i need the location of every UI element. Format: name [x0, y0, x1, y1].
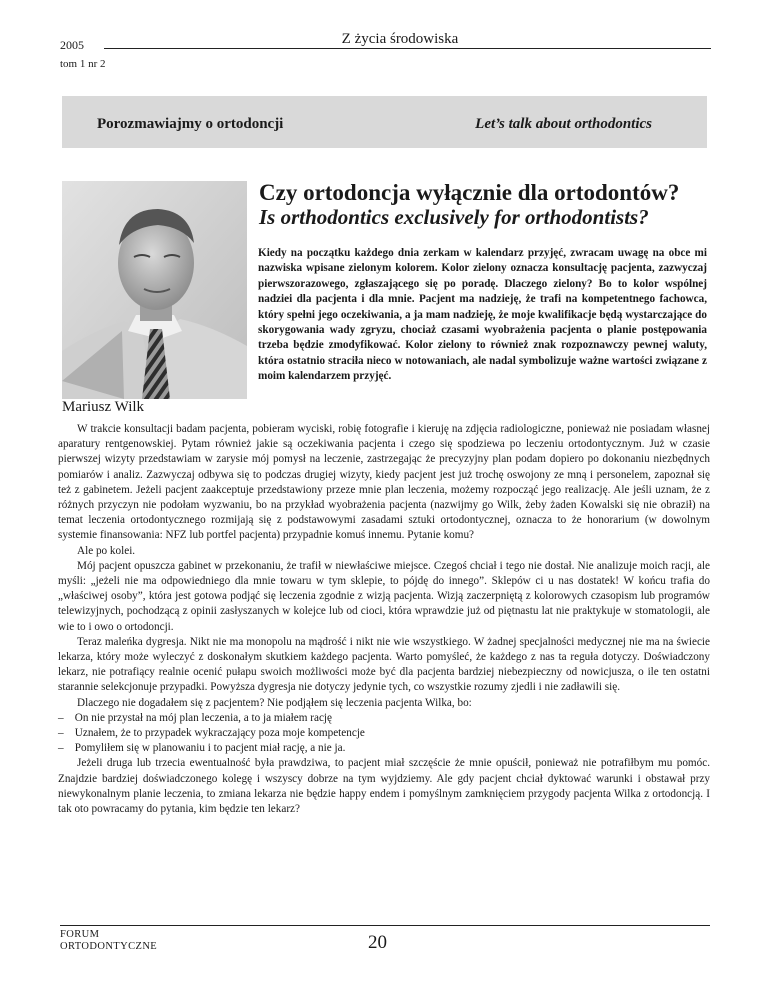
footer-rule — [60, 925, 710, 926]
list-item: – Uznałem, że to przypadek wykraczający poza moje kompetencje — [58, 727, 365, 740]
body-paragraph: Jeżeli druga lub trzecia ewentualność była prawdziwa, to pacjent miał szczęście że mnie opuścił, ponieważ nie potrafiłbym mu pomóc. Znajdzie bardziej doświadczonego kolegę i wszyscy dobrze na tym wyjdziemy. Ale gdy pacjent chciał dyktować warunki i obstawał przy niewykonalnym planie leczenia, to zmiana lekarza nie będzie happy endem i pomyślnym zamknięciem przygody pacjenta Wilka z ortodoncją. I tak oto powracamy do pytania, kim będzie ten lekarz? — [58, 757, 710, 816]
journal-name-line2: ORTODONTYCZNE — [60, 941, 158, 952]
article-body — [58, 422, 710, 817]
list-item: – On nie przystał na mój plan leczenia, a to ja miałem rację — [58, 711, 332, 724]
section-title: Z życia środowiska — [341, 31, 459, 47]
body-paragraph: Dlaczego nie dogadałem się z pacjentem? Nie podjąłem się leczenia pacjenta Wilka, bo: — [77, 696, 472, 709]
author-photo — [62, 181, 247, 399]
article-title-polish: Czy ortodoncja wyłącznie dla ortodontów? — [259, 180, 680, 205]
article-title-english: Is orthodontics exclusively for orthodontists? — [259, 205, 649, 229]
journal-name-line1: FORUM — [60, 929, 100, 940]
list-item-text: On nie przystał na mój plan leczenia, a to ja miałem rację — [74, 711, 332, 724]
body-paragraph: Teraz maleńka dygresja. Nikt nie ma monopolu na mądrość i nikt nie wie wszystkiego. W żadnej specjalności medycznej nie ma na świecie lekarza, który może wyleczyć z doskonałym skutkiem każdego pacjenta. Warto pomyśleć, że każdego z nas ta reguła dotyczy. Doświadczony lekarz, nie potrafiący realnie ocenić pułapu swoich możliwości może być dla pacjenta bardziej niebezpieczny od nowicjusza, o ile ten ostatni starannie selekcjonuje przypadki. Powyższa dygresja nie dotyczy jedynie tych, co wszystkie rozumy zjedli i nie zadławili się. — [58, 635, 710, 694]
body-paragraph: W trakcie konsultacji badam pacjenta, pobieram wyciski, robię fotografie i kieruję na zdjęcia radiologiczne, ponieważ nie posiadam własnej aparatury rentgenowskiej. Pytam również jakie są oczekiwania pacjenta i czego się spodziewa po leczeniu ortodontycznym. Już w czasie pierwszej wizyty przedstawiam w zarysie mój pomysł na leczenie, zastrzegając że precyzyjny plan podam dopiero po dokonaniu niezbędnych pomiarów i analiz. Zazwyczaj odbywa się to podczas drugiej wizyty, kiedy pacjent jest już trochę oswojony ze mną i personelem, zapoznał się też z gabinetem. Jeżeli pacjent zaakceptuje przedstawiony przeze mnie plan leczenia, możemy rozpocząć jego realizację. Ale jeśli uznam, że z różnych przyczyn nie podołam wyzwaniu, bo na przykład wyobrażenia pacjenta (nazwijmy go Wilk, żeby żaden Kowalski się nie obraził) na temat leczenia ortodontycznego rozmijają się z podstawowymi zasadami sztuki ortodontycznej, oznacza to że honorarium (w dowolnym systemie finansowania: NFZ lub portfel pacjenta) przypadnie komuś innemu. Pytanie komu? — [58, 423, 710, 542]
page-number: 20 — [368, 932, 387, 953]
photo-caption: Mariusz Wilk — [62, 399, 145, 415]
body-paragraph: Mój pacjent opuszcza gabinet w przekonaniu, że trafił w niewłaściwe miejsce. Czegoś chciał i tego nie dostał. Nie analizuje moich racji, ale myśli: „jeżeli nie ma odpowiedniego dla mnie towaru w tym sklepie, to pójdę do innego”. Sklepów ci u nas dostatek! W końcu trafia do „właściwej osoby”, która jest gotowa podjąć się leczenia zgodnie z wizją pacjenta. Wizją zaczerpniętą z kolorowych czasopism lub programów telewizyjnych, pochodzącą z opinii zasłyszanych w kolejce lub od cioci, która wprawdzie już od piętnastu lat nie praktykuje w stomatologii, ale wie to i owo o ortodoncji. — [58, 559, 710, 633]
header-rule — [104, 48, 711, 49]
list-item: – Pomyliłem się w planowaniu i to pacjent miał rację, a nie ja. — [58, 742, 346, 755]
body-paragraph: Ale po kolei. — [77, 544, 136, 557]
issue-year: 2005 — [60, 38, 84, 52]
volume-number: tom 1 nr 2 — [60, 58, 106, 70]
list-item-text: Pomyliłem się w planowaniu i to pacjent miał rację, a nie ja. — [74, 742, 346, 755]
lead-paragraph: Kiedy na początku każdego dnia zerkam w kalendarz przyjęć, zwracam uwagę na obce mi nazwiska wpisane zielonym kolorem. Kolor zielony oznacza konsultację pacjenta, zazwyczaj pierwszorazowego, zgłaszającego się po poradę. Dlaczego zielony? Bo to kolor wspólnej nadziei dla pacjenta i dla mnie. Pacjent ma nadzieję, że trafi na kompetentnego fachowca, który spełni jego oczekiwania, a ja mam nadzieję, że moje kwalifikacje będą wystarczające do skorygowania wady zgryzu, chociaż czasami wyobrażenia pacjenta o planie postępowania trzeba będzie zmodyfikować. Kolor zielony to również znak rozpoznawczy pewnej waluty, która ostatnio straciła nieco w notowaniach, ale nadal symbolizuje ważne wartości związane z moim kalendarzem przyjęć. — [258, 247, 707, 383]
column-title-polish: Porozmawiajmy o ortodoncji — [97, 116, 284, 132]
column-title-english: Let’s talk about orthodontics — [475, 116, 652, 132]
list-item-text: Uznałem, że to przypadek wykraczający poza moje kompetencje — [74, 727, 365, 740]
